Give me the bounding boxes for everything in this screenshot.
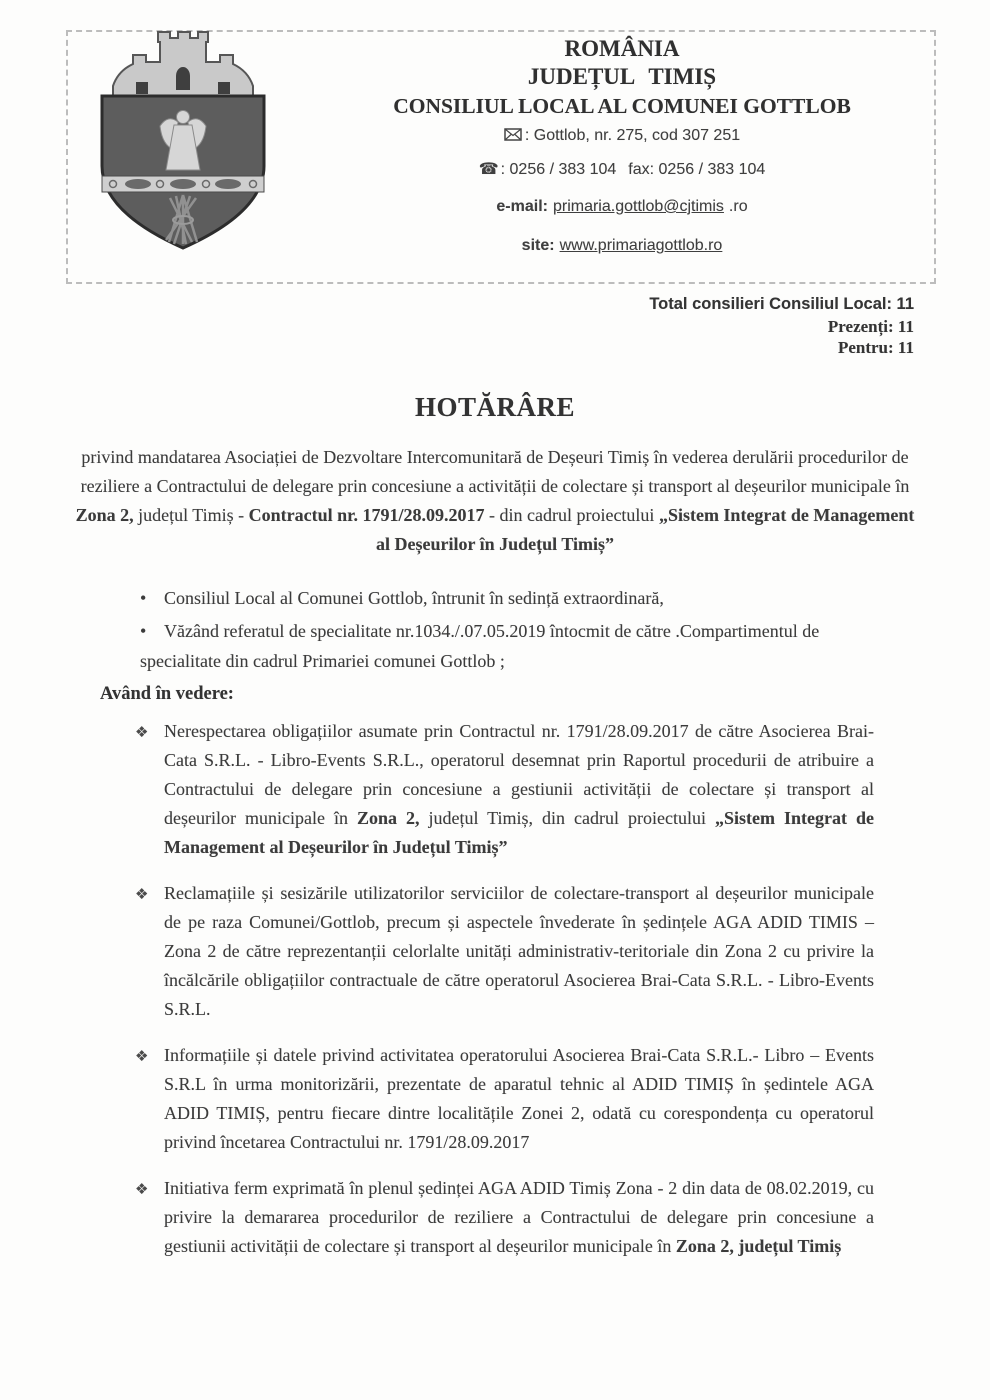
present-count: Prezenți: 11 <box>827 316 914 336</box>
preamble-bold-project: „Sistem Integrat de Management al Deșeurilor în Județul Timiș” <box>375 505 915 554</box>
county-name: JUDEȚUL TIMIȘ <box>527 64 717 89</box>
item-text: județul Timiș, din cadrul proiectului <box>419 808 716 828</box>
diamond-bullet-icon: ❖ <box>135 1180 149 1198</box>
email-suffix: .ro <box>728 198 748 215</box>
item-bold-zona: Zona 2, județul Timiș <box>675 1236 842 1256</box>
country-name: ROMÂNIA <box>564 36 680 61</box>
address-text: : Gottlob, nr. 275, cod 307 251 <box>524 127 741 144</box>
email-link[interactable]: primaria.gottlob@cjtimis <box>552 198 724 215</box>
page-title: HOTĂRÂRE <box>414 392 575 422</box>
item-text: Nerespectarea obligațiilor asumate prin Contractul nr. 1791/28.09.2017 de către Asocierea Brai-Cata S.R.L. - Libro-Events S.R.L., operatorul desemnat prin Raportul procedurii de atribuire a Contractului de delegare prin concesiune a gestiunii activității de colectare și transport al deșeurilor municipale în <box>164 721 874 828</box>
council-name: CONSILIUL LOCAL AL COMUNEI GOTTLOB <box>393 94 851 118</box>
list-item <box>140 583 880 613</box>
preamble-text: - din cadrul proiectului <box>484 505 659 525</box>
item-bold-project: „Sistem Integrat de Management al Deșeurilor în Județul Timiș” <box>164 808 874 857</box>
having-heading: Având în vedere: <box>100 684 234 704</box>
list-item <box>135 717 874 862</box>
diamond-bullet-icon: ❖ <box>135 723 149 741</box>
diamond-bullet-icon: ❖ <box>135 1047 149 1065</box>
list-item <box>140 616 880 676</box>
bullet-icon: • <box>140 588 147 608</box>
list-item <box>135 1174 874 1261</box>
diamond-bullet-icon: ❖ <box>135 885 149 903</box>
preamble-bold-zona: Zona 2, <box>75 505 134 525</box>
item-bold-zona: Zona 2, <box>356 808 420 828</box>
list-item <box>135 879 874 1024</box>
list-item <box>135 1041 874 1157</box>
item-text: Initiativa ferm exprimată în plenul ședinței AGA ADID Timiș Zona - 2 din data de 08.02.2019, cu privire la demararea procedurilor de reziliere a Contractului de delegare prin concesiune a gestiunii activității de colectare și transport al deșeurilor municipale în <box>164 1178 874 1256</box>
bullet-text: Consiliul Local al Comunei Gottlob, întrunit în sedință extraordinară, <box>164 588 664 608</box>
phone-icon: ☎ <box>478 159 499 178</box>
total-councillors: Total consilieri Consiliul Local: 11 <box>649 295 914 313</box>
preamble-text: județul Timiș - <box>133 505 249 525</box>
preamble-bold-contract: Contractul nr. 1791/28.09.2017 <box>248 505 485 525</box>
fax-number: fax: 0256 / 383 104 <box>628 161 766 178</box>
considerations-list <box>0 717 990 1261</box>
bullet-text: Văzând referatul de specialitate nr.1034./.07.05.2019 întocmit de către .Compartimentul de specialitate din cadrul Primariei comunei Gottlob ; <box>140 621 820 671</box>
item-text: Reclamațiile și sesizările utilizatorilor serviciilor de colectare-transport al deșeurilor municipale de pe raza Comunei/Gottlob, precum și aspectele învederate în ședințele AGA ADID TIMIS – Zona 2 de către reprezentanții celorlalte unități administrativ-teritoriale din Zona 2 cu privire la încălcările obligațiilor contractuale de către operatorul Asocierea Brai-Cata S.R.L. - Libro-Events S.R.L. <box>164 883 874 1019</box>
bullet-list <box>0 583 990 676</box>
item-text: Informațiile și datele privind activitatea operatorului Asocierea Brai-Cata S.R.L.- Libro – Events S.R.L în urma monitorizării, prezentate de aparatul tehnic al ADID TIMIȘ în ședintele AGA ADID TIMIȘ, pentru fiecare dintre localitățile Zonei 2, odată cu corespondența cu operatorul privind încetarea Contractului nr. 1791/28.09.2017 <box>164 1045 874 1152</box>
phone-number: : 0256 / 383 104 <box>500 161 617 178</box>
votes-for-count: Pentru: 11 <box>837 338 914 357</box>
site-link[interactable]: www.primariagottlob.ro <box>559 237 723 254</box>
site-label: site: <box>521 237 555 254</box>
email-label: e-mail: <box>496 198 548 215</box>
preamble <box>68 443 922 559</box>
bullet-icon: • <box>140 621 147 641</box>
preamble-text: privind mandatarea Asociației de Dezvoltare Intercomunitară de Deșeuri Timiș în vederea derulării procedurilor de reziliere a Contractului de delegare prin concesiune a activității de colectare și transport al deșeurilor municipale în <box>80 447 910 496</box>
